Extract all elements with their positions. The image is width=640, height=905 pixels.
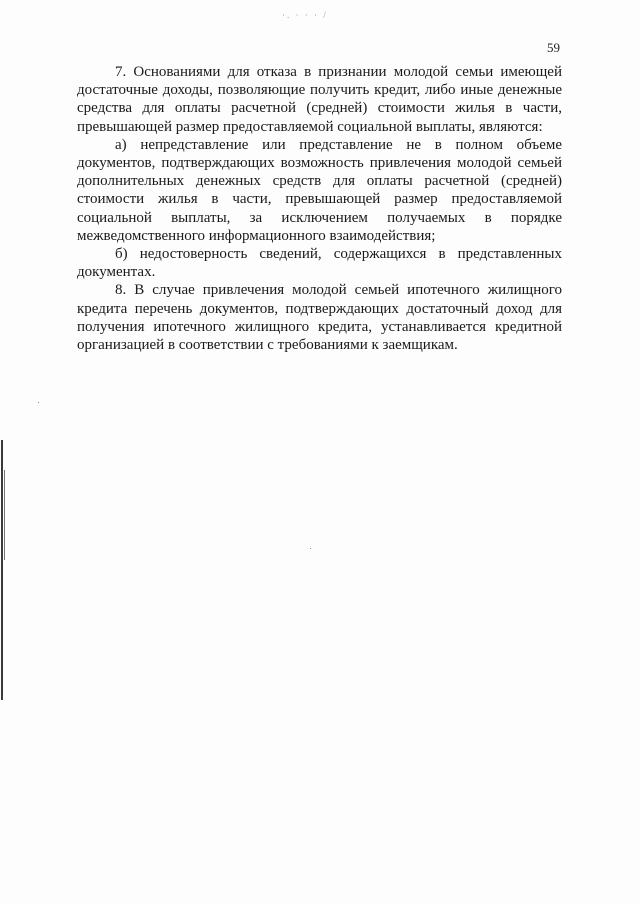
scan-edge-shadow xyxy=(1,440,3,700)
paragraph-7: 7. Основаниями для отказа в признании молодой семьи имеющей достаточные доходы, позволяющие получить кредит, либо иные денежные средства для оплаты расчетной (средней) стоимости жилья в части, превышающей размер предоставляемой социальной выплаты, являются: xyxy=(77,64,562,135)
paragraph-8: 8. В случае привлечения молодой семьей ипотечного жилищного кредита перечень документов, подтверждающих достаточный доход для получения ипотечного жилищного кредита, устанавливается кредитной организацией в соответствии с требованиями к заемщикам. xyxy=(77,282,562,354)
scan-edge-shadow-secondary xyxy=(4,470,5,560)
page-number: 59 xyxy=(547,40,560,55)
scan-artifact-mark: ·. · · · / xyxy=(282,10,328,20)
paragraph-7b: б) недостоверность сведений, содержащихся в представленных документах. xyxy=(77,246,562,281)
scan-speck xyxy=(38,402,39,403)
document-body xyxy=(77,63,562,354)
paragraph-7a: а) непредставление или представление не в полном объеме документов, подтверждающих возможность привлечения молодой семьей дополнительных денежных средств для оплаты расчетной (средней) стоимости жилья в части, превышающей размер предоставляемой социальной выплаты, за исключением получаемых в порядке межведомственного информационного взаимодействия; xyxy=(77,136,562,244)
scan-speck xyxy=(310,548,311,549)
